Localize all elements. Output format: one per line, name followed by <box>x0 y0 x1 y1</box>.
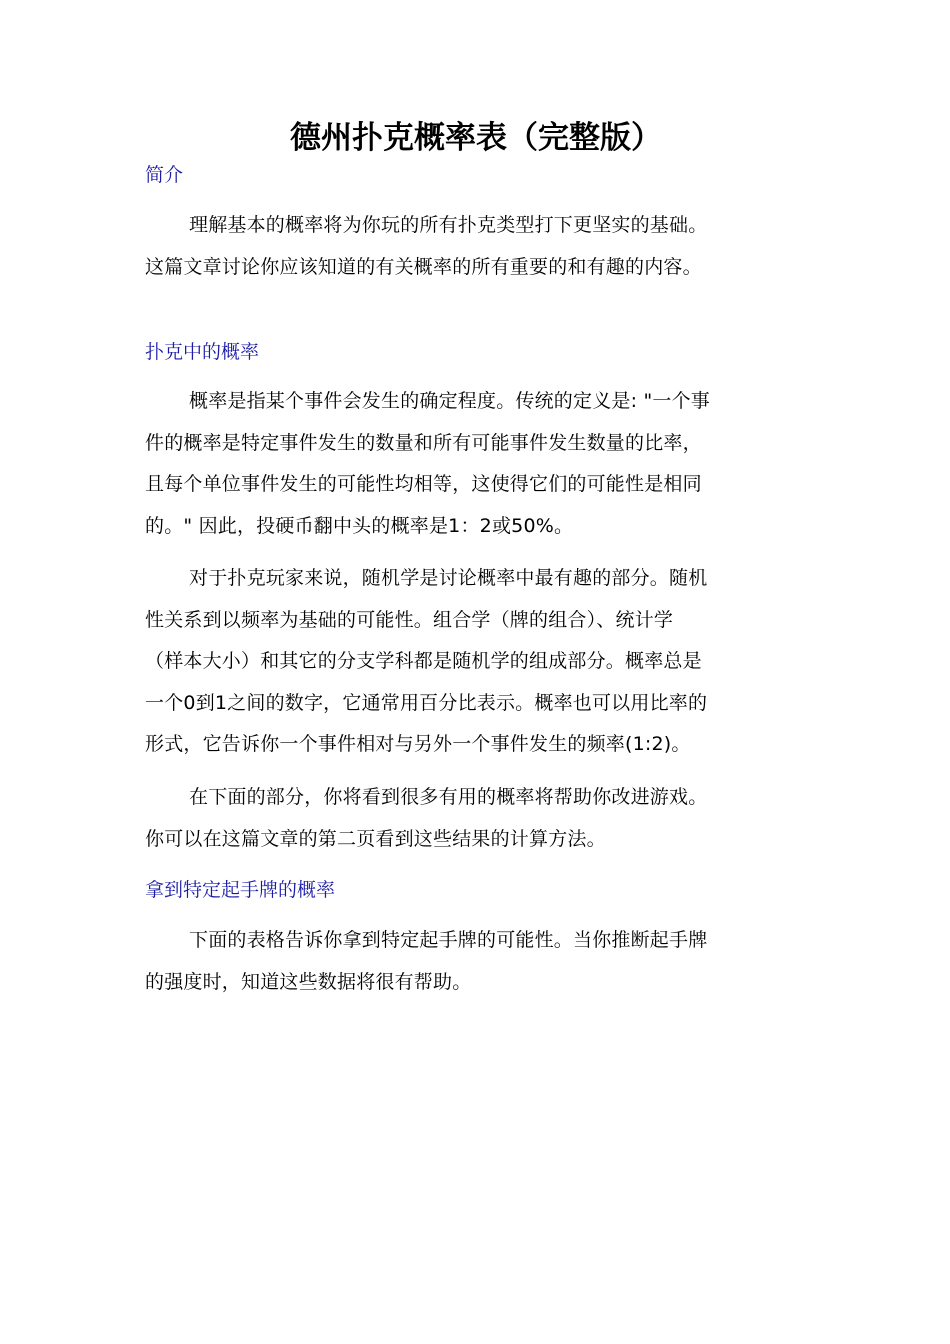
paragraph-following-section <box>145 777 807 860</box>
paragraph-line: 一个0到1之间的数字，它通常用百分比表示。概率也可以用比率的 <box>145 691 708 714</box>
paragraph-line: 你可以在这篇文章的第二页看到这些结果的计算方法。 <box>145 827 606 850</box>
paragraph-line: 的强度时，知道这些数据将很有帮助。 <box>145 970 472 993</box>
paragraph-line: 理解基本的概率将为你玩的所有扑克类型打下更坚实的基础。 <box>189 214 708 236</box>
paragraph-line: （样本大小）和其它的分支学科都是随机学的组成部分。概率总是 <box>145 650 702 672</box>
section-heading-poker-probability: 扑克中的概率 <box>145 341 260 363</box>
paragraph-line: 对于扑克玩家来说，随机学是讨论概率中最有趣的部分。随机 <box>189 567 708 589</box>
paragraph-line: 概率是指某个事件会发生的确定程度。传统的定义是: "一个事 <box>189 390 710 412</box>
paragraph-line: 性关系到以频率为基础的可能性。组合学（牌的组合）、统计学 <box>145 608 674 631</box>
paragraph-line: 件的概率是特定事件发生的数量和所有可能事件发生数量的比率， <box>145 431 702 454</box>
paragraph-line: 这篇文章讨论你应该知道的有关概率的所有重要的和有趣的内容。 <box>145 255 702 278</box>
paragraph-line: 的。" 因此，投硬币翻中头的概率是1：2或50%。 <box>145 514 574 537</box>
paragraph-randomness <box>145 558 807 766</box>
paragraph-line: 在下面的部分，你将看到很多有用的概率将帮助你改进游戏。 <box>189 786 708 808</box>
document-title: 德州扑克概率表（完整版） <box>290 120 662 156</box>
paragraph-line: 且每个单位事件发生的可能性均相等，这使得它们的可能性是相同 <box>145 473 702 495</box>
section-heading-intro: 简介 <box>145 164 184 186</box>
section-heading-starting-hands: 拿到特定起手牌的概率 <box>145 879 336 901</box>
paragraph-line: 下面的表格告诉你拿到特定起手牌的可能性。当你推断起手牌 <box>189 929 708 951</box>
paragraph-line: 形式，它告诉你一个事件相对与另外一个事件发生的频率(1:2)。 <box>145 733 691 755</box>
paragraph-probability-definition <box>145 381 807 547</box>
paragraph-starting-hands <box>145 920 807 1003</box>
paragraph-intro <box>145 205 807 288</box>
